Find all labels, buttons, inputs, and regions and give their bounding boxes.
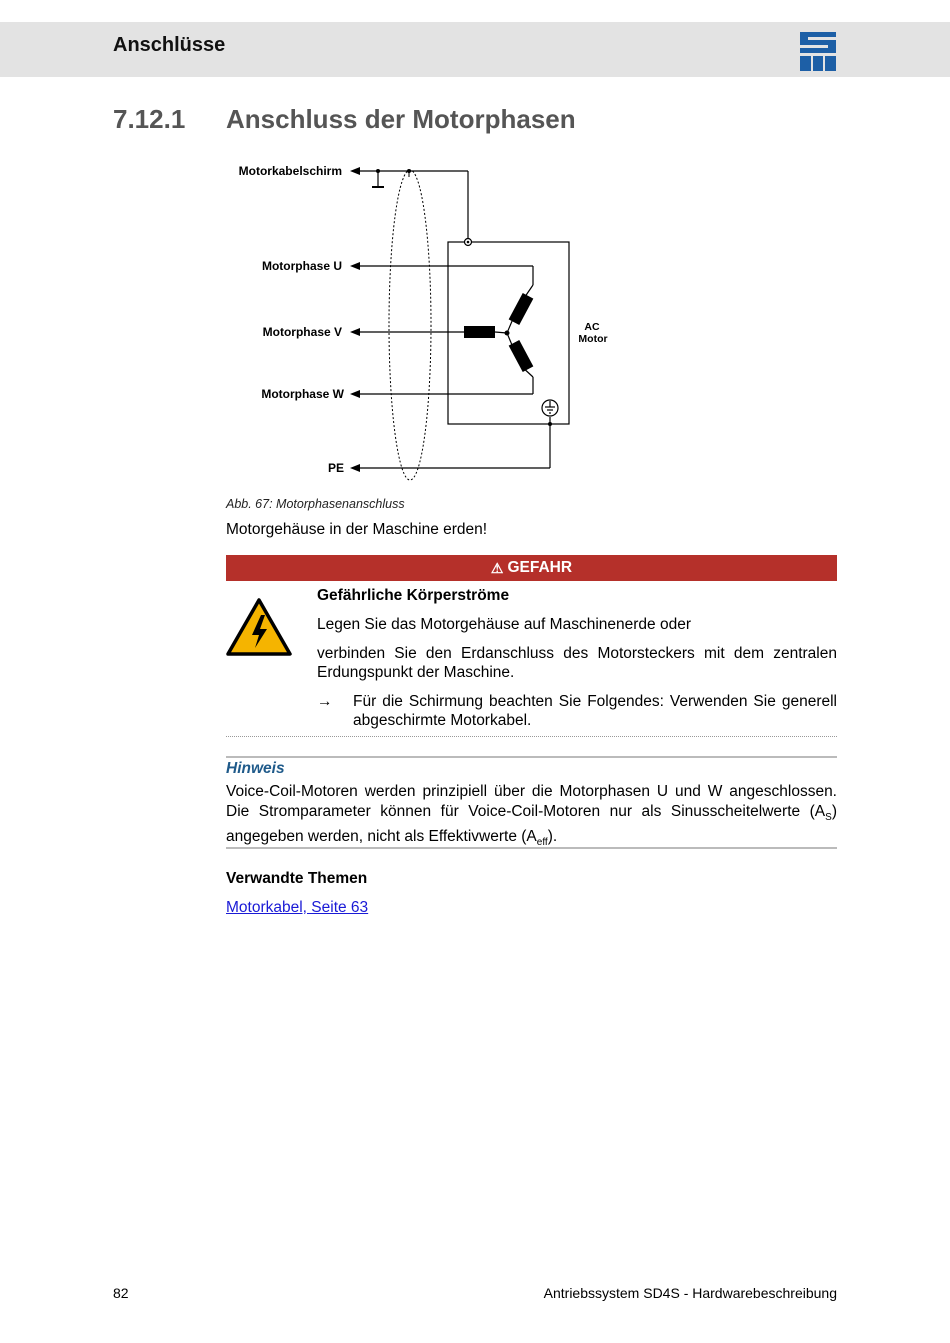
page-number: 82 — [113, 1285, 129, 1301]
danger-title: Gefährliche Körperströme — [317, 587, 510, 604]
divider — [226, 736, 837, 737]
section-number: 7.12.1 — [113, 104, 186, 134]
label-phase-v: Motorphase V — [262, 325, 342, 339]
note-text — [226, 782, 837, 853]
related-link-motor-cable[interactable]: Motorkabel, Seite 63 — [226, 899, 369, 916]
high-voltage-warning-icon — [226, 597, 292, 657]
danger-step — [317, 692, 837, 730]
arrow-right-icon: → — [317, 693, 333, 710]
note-text-c: ). — [547, 828, 558, 846]
danger-banner — [226, 555, 837, 581]
note-top-rule — [226, 756, 837, 758]
warning-triangle-icon: ⚠ — [490, 559, 504, 576]
company-logo — [800, 32, 836, 71]
label-motor-line2: Motor — [578, 333, 608, 345]
note-text-a: Voice-Coil-Motoren werden prinzipiell über die Motorphasen U und W angeschlossen. Die Stromparameter können für Voice-Coil-Motoren nur als Sinusscheitelwerte (A — [226, 783, 837, 820]
danger-label: GEFAHR — [507, 559, 573, 576]
section-heading — [113, 104, 576, 135]
danger-content — [317, 586, 837, 730]
label-motor-line1: AC — [584, 321, 600, 333]
note-sub-s: S — [825, 811, 832, 823]
danger-step-text: Für die Schirmung beachten Sie Folgendes: Verwenden Sie generell abgeschirmte Motorkabel. — [353, 693, 837, 729]
label-phase-w: Motorphase W — [261, 387, 344, 401]
danger-text-2: verbinden Sie den Erdanschluss des Motorsteckers mit dem zentralen Erdungspunkt der Maschine. — [317, 645, 837, 681]
label-pe: PE — [327, 461, 344, 475]
label-shield: Motorkabelschirm — [238, 164, 342, 178]
chapter-title: Anschlüsse — [113, 34, 226, 56]
danger-text-1: Legen Sie das Motorgehäuse auf Maschinenerde oder — [317, 616, 691, 633]
motor-phase-diagram — [220, 155, 640, 495]
document-title: Antriebssystem SD4S - Hardwarebeschreibung — [543, 1285, 837, 1301]
note-bottom-rule — [226, 847, 837, 849]
label-phase-u: Motorphase U — [261, 259, 342, 273]
note-sub-eff: eff — [536, 837, 548, 849]
figure-caption: Abb. 67: Motorphasenanschluss — [226, 497, 405, 511]
related-topics-title: Verwandte Themen — [226, 870, 368, 887]
note-title: Hinweis — [226, 760, 285, 777]
note-text-b: ) angegeben werden, nicht als Effektivwerte (A — [226, 802, 837, 846]
section-title: Anschluss der Motorphasen — [226, 104, 576, 134]
instruction-text: Motorgehäuse in der Maschine erden! — [226, 521, 488, 538]
